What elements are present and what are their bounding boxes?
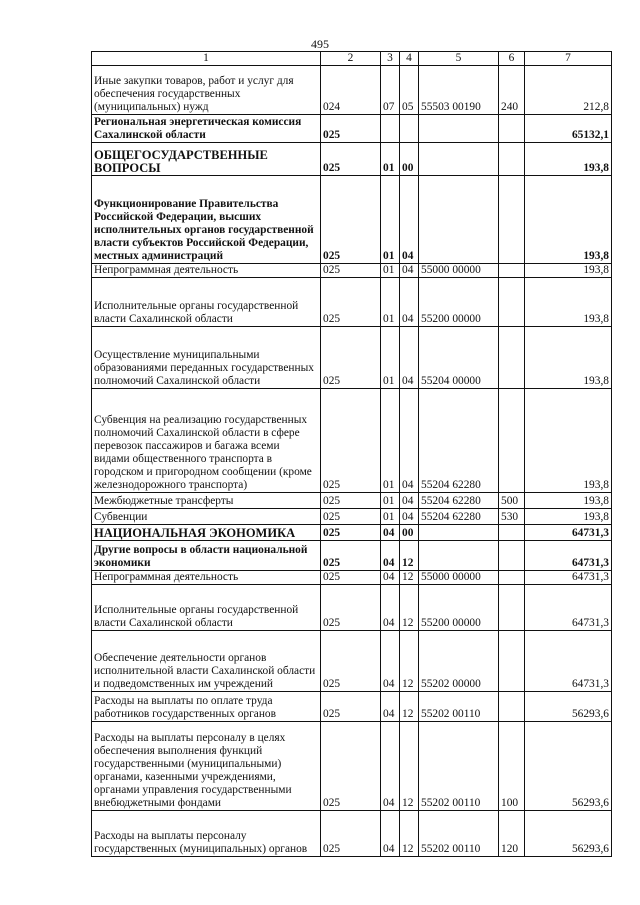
- row-name-cell: Межбюджетные трансферты: [92, 493, 321, 509]
- table-row: [92, 585, 612, 631]
- table-row: [92, 327, 612, 389]
- ved-code-cell: 025: [321, 327, 381, 389]
- ved-code-cell: 025: [321, 176, 381, 264]
- section-code-cell: 01: [381, 493, 400, 509]
- table-row: [92, 389, 612, 493]
- row-name-cell: Расходы на выплаты персоналу в целях обеспечения выполнения функций государственными (муниципальными) органами, казенными учреждениями, органами управления государственными внебюджетными фондами: [92, 722, 321, 811]
- header-cell: 3: [381, 52, 400, 66]
- subsection-code-cell: 00: [400, 525, 419, 541]
- row-name-cell: Субвенции: [92, 509, 321, 525]
- amount-cell: 212,8: [525, 66, 612, 115]
- table-row: [92, 264, 612, 278]
- subsection-code-cell: [400, 115, 419, 143]
- table-row: [92, 66, 612, 115]
- row-name-cell: Исполнительные органы государственной власти Сахалинской области: [92, 585, 321, 631]
- section-code-cell: 01: [381, 327, 400, 389]
- ved-code-cell: 025: [321, 631, 381, 692]
- header-cell: 1: [92, 52, 321, 66]
- target-article-cell: 55503 00190: [419, 66, 499, 115]
- section-code-cell: 04: [381, 571, 400, 585]
- amount-cell: 193,8: [525, 176, 612, 264]
- ved-code-cell: 025: [321, 115, 381, 143]
- expense-type-cell: 100: [499, 722, 525, 811]
- table-row: [92, 143, 612, 176]
- header-cell: 6: [499, 52, 525, 66]
- target-article-cell: [419, 541, 499, 571]
- budget-table: [91, 51, 612, 857]
- ved-code-cell: 025: [321, 541, 381, 571]
- row-name-cell: Расходы на выплаты по оплате труда работников государственных органов: [92, 692, 321, 722]
- expense-type-cell: [499, 264, 525, 278]
- expense-type-cell: [499, 115, 525, 143]
- amount-cell: 193,8: [525, 264, 612, 278]
- row-name-cell: Осуществление муниципальными образованиями переданных государственных полномочий Сахалинской области: [92, 327, 321, 389]
- table-row: [92, 722, 612, 811]
- expense-type-cell: [499, 278, 525, 327]
- ved-code-cell: 025: [321, 278, 381, 327]
- subsection-code-cell: 04: [400, 389, 419, 493]
- target-article-cell: 55200 00000: [419, 585, 499, 631]
- target-article-cell: [419, 176, 499, 264]
- target-article-cell: 55204 62280: [419, 389, 499, 493]
- section-code-cell: 01: [381, 509, 400, 525]
- expense-type-cell: [499, 541, 525, 571]
- table-row: [92, 571, 612, 585]
- target-article-cell: [419, 525, 499, 541]
- table-row: [92, 115, 612, 143]
- table-row: [92, 631, 612, 692]
- table-row: [92, 525, 612, 541]
- amount-cell: 64731,3: [525, 631, 612, 692]
- row-name-cell: НАЦИОНАЛЬНАЯ ЭКОНОМИКА: [92, 525, 321, 541]
- ved-code-cell: 024: [321, 66, 381, 115]
- expense-type-cell: [499, 176, 525, 264]
- section-code-cell: 04: [381, 692, 400, 722]
- header-cell: 2: [321, 52, 381, 66]
- header-cell: 7: [525, 52, 612, 66]
- expense-type-cell: [499, 525, 525, 541]
- section-code-cell: 01: [381, 143, 400, 176]
- ved-code-cell: 025: [321, 389, 381, 493]
- row-name-cell: Обеспечение деятельности органов исполнительной власти Сахалинской области и подведомственных им учреждений: [92, 631, 321, 692]
- row-name-cell: Другие вопросы в области национальной экономики: [92, 541, 321, 571]
- ved-code-cell: 025: [321, 264, 381, 278]
- subsection-code-cell: 12: [400, 692, 419, 722]
- ved-code-cell: 025: [321, 143, 381, 176]
- table-row: [92, 278, 612, 327]
- target-article-cell: 55000 00000: [419, 264, 499, 278]
- subsection-code-cell: 04: [400, 509, 419, 525]
- section-code-cell: 01: [381, 176, 400, 264]
- table-row: [92, 541, 612, 571]
- ved-code-cell: 025: [321, 493, 381, 509]
- amount-cell: 193,8: [525, 509, 612, 525]
- target-article-cell: 55202 00110: [419, 722, 499, 811]
- target-article-cell: 55000 00000: [419, 571, 499, 585]
- subsection-code-cell: 12: [400, 541, 419, 571]
- table-row: [92, 176, 612, 264]
- amount-cell: 193,8: [525, 389, 612, 493]
- ved-code-cell: 025: [321, 692, 381, 722]
- section-code-cell: 01: [381, 264, 400, 278]
- expense-type-cell: [499, 389, 525, 493]
- row-name-cell: Иные закупки товаров, работ и услуг для обеспечения государственных (муниципальных) нужд: [92, 66, 321, 115]
- target-article-cell: 55202 00110: [419, 692, 499, 722]
- amount-cell: 56293,6: [525, 692, 612, 722]
- target-article-cell: 55202 00000: [419, 631, 499, 692]
- ved-code-cell: 025: [321, 509, 381, 525]
- ved-code-cell: 025: [321, 571, 381, 585]
- expense-type-cell: 120: [499, 811, 525, 857]
- ved-code-cell: 025: [321, 811, 381, 857]
- section-code-cell: 01: [381, 278, 400, 327]
- table-row: [92, 509, 612, 525]
- subsection-code-cell: 12: [400, 571, 419, 585]
- row-name-cell: Непрограммная деятельность: [92, 264, 321, 278]
- expense-type-cell: [499, 571, 525, 585]
- section-code-cell: 04: [381, 631, 400, 692]
- expense-type-cell: [499, 692, 525, 722]
- expense-type-cell: [499, 585, 525, 631]
- row-name-cell: Субвенция на реализацию государственных полномочий Сахалинской области в сфере перевозок пассажиров и багажа всеми видами общественного транспорта в городском и пригородном сообщении (кроме железнодорожного транспорта): [92, 389, 321, 493]
- expense-type-cell: [499, 327, 525, 389]
- row-name-cell: Расходы на выплаты персоналу государственных (муниципальных) органов: [92, 811, 321, 857]
- amount-cell: 64731,3: [525, 525, 612, 541]
- amount-cell: 64731,3: [525, 541, 612, 571]
- section-code-cell: 04: [381, 811, 400, 857]
- section-code-cell: 04: [381, 525, 400, 541]
- amount-cell: 64731,3: [525, 571, 612, 585]
- subsection-code-cell: 12: [400, 811, 419, 857]
- header-row: [92, 52, 612, 66]
- section-code-cell: 04: [381, 585, 400, 631]
- ved-code-cell: 025: [321, 525, 381, 541]
- amount-cell: 65132,1: [525, 115, 612, 143]
- target-article-cell: 55204 00000: [419, 327, 499, 389]
- amount-cell: 64731,3: [525, 585, 612, 631]
- expense-type-cell: 500: [499, 493, 525, 509]
- amount-cell: 56293,6: [525, 722, 612, 811]
- amount-cell: 193,8: [525, 143, 612, 176]
- subsection-code-cell: 12: [400, 585, 419, 631]
- subsection-code-cell: 05: [400, 66, 419, 115]
- section-code-cell: [381, 115, 400, 143]
- row-name-cell: Непрограммная деятельность: [92, 571, 321, 585]
- ved-code-cell: 025: [321, 722, 381, 811]
- subsection-code-cell: 00: [400, 143, 419, 176]
- row-name-cell: ОБЩЕГОСУДАРСТВЕННЫЕ ВОПРОСЫ: [92, 143, 321, 176]
- section-code-cell: 04: [381, 722, 400, 811]
- target-article-cell: 55202 00110: [419, 811, 499, 857]
- row-name-cell: Функционирование Правительства Российской Федерации, высших исполнительных органов государственной власти субъектов Российской Федерации, местных администраций: [92, 176, 321, 264]
- table-row: [92, 493, 612, 509]
- subsection-code-cell: 04: [400, 493, 419, 509]
- amount-cell: 193,8: [525, 327, 612, 389]
- amount-cell: 56293,6: [525, 811, 612, 857]
- row-name-cell: Исполнительные органы государственной власти Сахалинской области: [92, 278, 321, 327]
- target-article-cell: 55204 62280: [419, 493, 499, 509]
- subsection-code-cell: 04: [400, 176, 419, 264]
- section-code-cell: 01: [381, 389, 400, 493]
- amount-cell: 193,8: [525, 493, 612, 509]
- subsection-code-cell: 04: [400, 278, 419, 327]
- row-name-cell: Региональная энергетическая комиссия Сахалинской области: [92, 115, 321, 143]
- expense-type-cell: [499, 631, 525, 692]
- ved-code-cell: 025: [321, 585, 381, 631]
- section-code-cell: 07: [381, 66, 400, 115]
- section-code-cell: 04: [381, 541, 400, 571]
- amount-cell: 193,8: [525, 278, 612, 327]
- expense-type-cell: 240: [499, 66, 525, 115]
- expense-type-cell: 530: [499, 509, 525, 525]
- page-number: 495: [311, 37, 329, 51]
- subsection-code-cell: 12: [400, 631, 419, 692]
- subsection-code-cell: 04: [400, 264, 419, 278]
- target-article-cell: 55204 62280: [419, 509, 499, 525]
- header-cell: 4: [400, 52, 419, 66]
- target-article-cell: [419, 143, 499, 176]
- header-cell: 5: [419, 52, 499, 66]
- target-article-cell: 55200 00000: [419, 278, 499, 327]
- expense-type-cell: [499, 143, 525, 176]
- target-article-cell: [419, 115, 499, 143]
- subsection-code-cell: 04: [400, 327, 419, 389]
- table-row: [92, 811, 612, 857]
- table-row: [92, 692, 612, 722]
- subsection-code-cell: 12: [400, 722, 419, 811]
